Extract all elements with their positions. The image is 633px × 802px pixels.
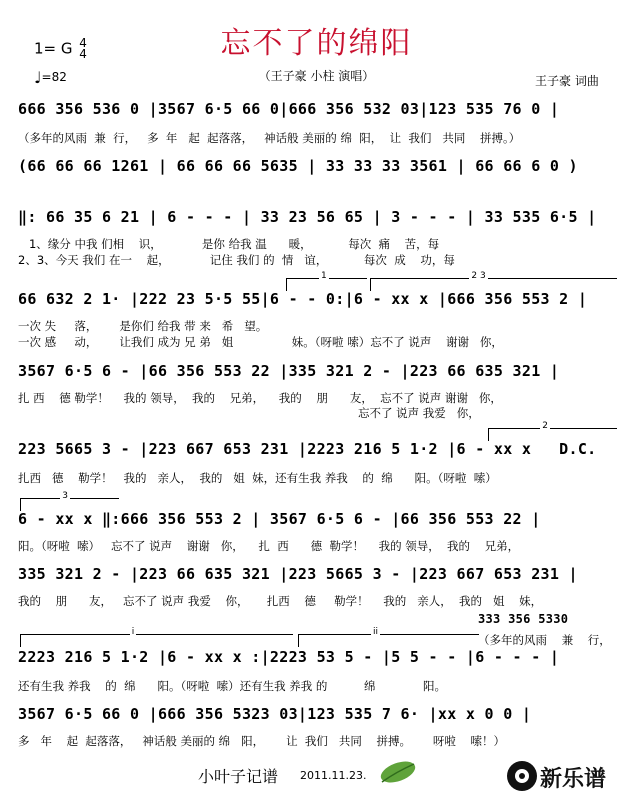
numbered-notation-line: 333 356 5330 (478, 612, 569, 626)
time-signature (79, 38, 87, 60)
tempo-value: =82 (41, 70, 67, 84)
volta-bracket: 2 (488, 428, 617, 441)
lyric-line: 扎西 德 勒学！ 我的 亲人， 我的 姐 妹，还有生我 养我 的 绵 阳。（呀啦 嗦） (18, 471, 497, 485)
volta-bracket: i (20, 634, 293, 647)
time-sig-top: 4 (79, 36, 87, 50)
lyric-line: （多年的风雨 兼 行， (478, 633, 611, 647)
lyric-line: 还有生我 养我 的 绵 阳。（呀啦 嗦）还有生我 养我 的 绵 阳。 (18, 679, 446, 693)
numbered-notation-line: 6 - xx x ‖:666 356 553 2 | 3567 6·5 6 - |66 356 553 22 | (18, 510, 541, 528)
composer: 王子豪 词曲 (535, 74, 599, 88)
numbered-notation-line: 3567 6·5 66 0 |666 356 5323 03|123 535 7 6· |xx x 0 0 | (18, 705, 532, 723)
transcriber-signature: 小叶子记谱 (198, 767, 279, 786)
numbered-notation-line: 223 5665 3 - |223 667 653 231 |2223 216 5 1·2 |6 - xx x D.C. (18, 440, 597, 458)
lyric-line: 扎 西 德 勒学！ 我的 领导， 我的 兄弟， 我的 朋 友， 忘不了 说声 谢谢 你， (18, 391, 502, 405)
numbered-notation-line: 666 356 536 0 |3567 6·5 66 0|666 356 532 03|123 535 76 0 | (18, 100, 560, 118)
leaf-icon (372, 758, 420, 788)
lyric-line: 一次 感 动， 让我们 成为 兄 弟 姐 妹。（呀啦 嗦）忘不了 说声 谢谢 你， (18, 335, 503, 349)
volta-bracket: 2 3 (370, 278, 617, 291)
numbered-notation-line: 3567 6·5 6 - |66 356 553 22 |335 321 2 - |223 66 635 321 | (18, 362, 560, 380)
volta-bracket: 1 (286, 278, 367, 291)
numbered-notation-line: 2223 216 5 1·2 |6 - xx x :|2223 53 5 - |5 5 - - |6 - - - | (18, 648, 560, 666)
lyric-line: 2、3、今天 我们 在一 起， 记住 我们 的 情 谊， 每次 成 功，每 (18, 253, 455, 267)
time-sig-bottom: 4 (79, 47, 87, 61)
key-label: 1= G (34, 39, 73, 58)
quarter-note-icon: ♩ (34, 68, 42, 87)
volta-bracket: ii (298, 634, 479, 647)
numbered-notation-line: 66 632 2 1· |222 23 5·5 55|6 - - 0:|6 - xx x |666 356 553 2 | (18, 290, 588, 308)
numbered-notation-line: 335 321 2 - |223 66 635 321 |223 5665 3 - |223 667 653 231 | (18, 565, 578, 583)
performers: （王子豪 小柱 演唱） (258, 69, 375, 83)
lyric-line: （多年的风雨 兼 行， 多 年 起 起落落， 神话般 美丽的 绵 阳， 让 我们 共同 拼搏。） (18, 131, 521, 145)
lyric-line: 1、缘分 中我 们相 识， 是你 给我 温 暖， 每次 痛 苦，每 (18, 237, 440, 251)
numbered-notation-line: (66 66 66 1261 | 66 66 66 5635 | 33 33 33 3561 | 66 66 6 0 ) (18, 157, 578, 175)
volta-bracket: 3 (20, 498, 119, 511)
site-logo-text: 新乐谱 (540, 767, 607, 792)
lyric-line: 忘不了 说声 我爱 你， (18, 406, 480, 420)
lyric-line: 多 年 起 起落落， 神话般 美丽的 绵 阳， 让 我们 共同 拼搏。 呀啦 嗦！） (18, 734, 506, 748)
lyric-line: 阳。（呀啦 嗦） 忘不了 说声 谢谢 你， 扎 西 德 勒学！ 我的 领导， 我的 兄弟， (18, 539, 520, 553)
transcription-date: 2011.11.23. (300, 769, 367, 782)
lyric-line: 一次 失 落， 是你们 给我 带 来 希 望。 (18, 319, 268, 333)
key-signature (34, 38, 87, 60)
lyric-line: 我的 朋 友， 忘不了 说声 我爱 你， 扎西 德 勒学！ 我的 亲人， 我的 姐 妹， (18, 594, 543, 608)
numbered-notation-line: ‖: 66 35 6 21 | 6 - - - | 33 23 56 65 | 3 - - - | 33 535 6·5 | (18, 208, 597, 226)
page-title: 忘不了的绵阳 (220, 26, 413, 61)
